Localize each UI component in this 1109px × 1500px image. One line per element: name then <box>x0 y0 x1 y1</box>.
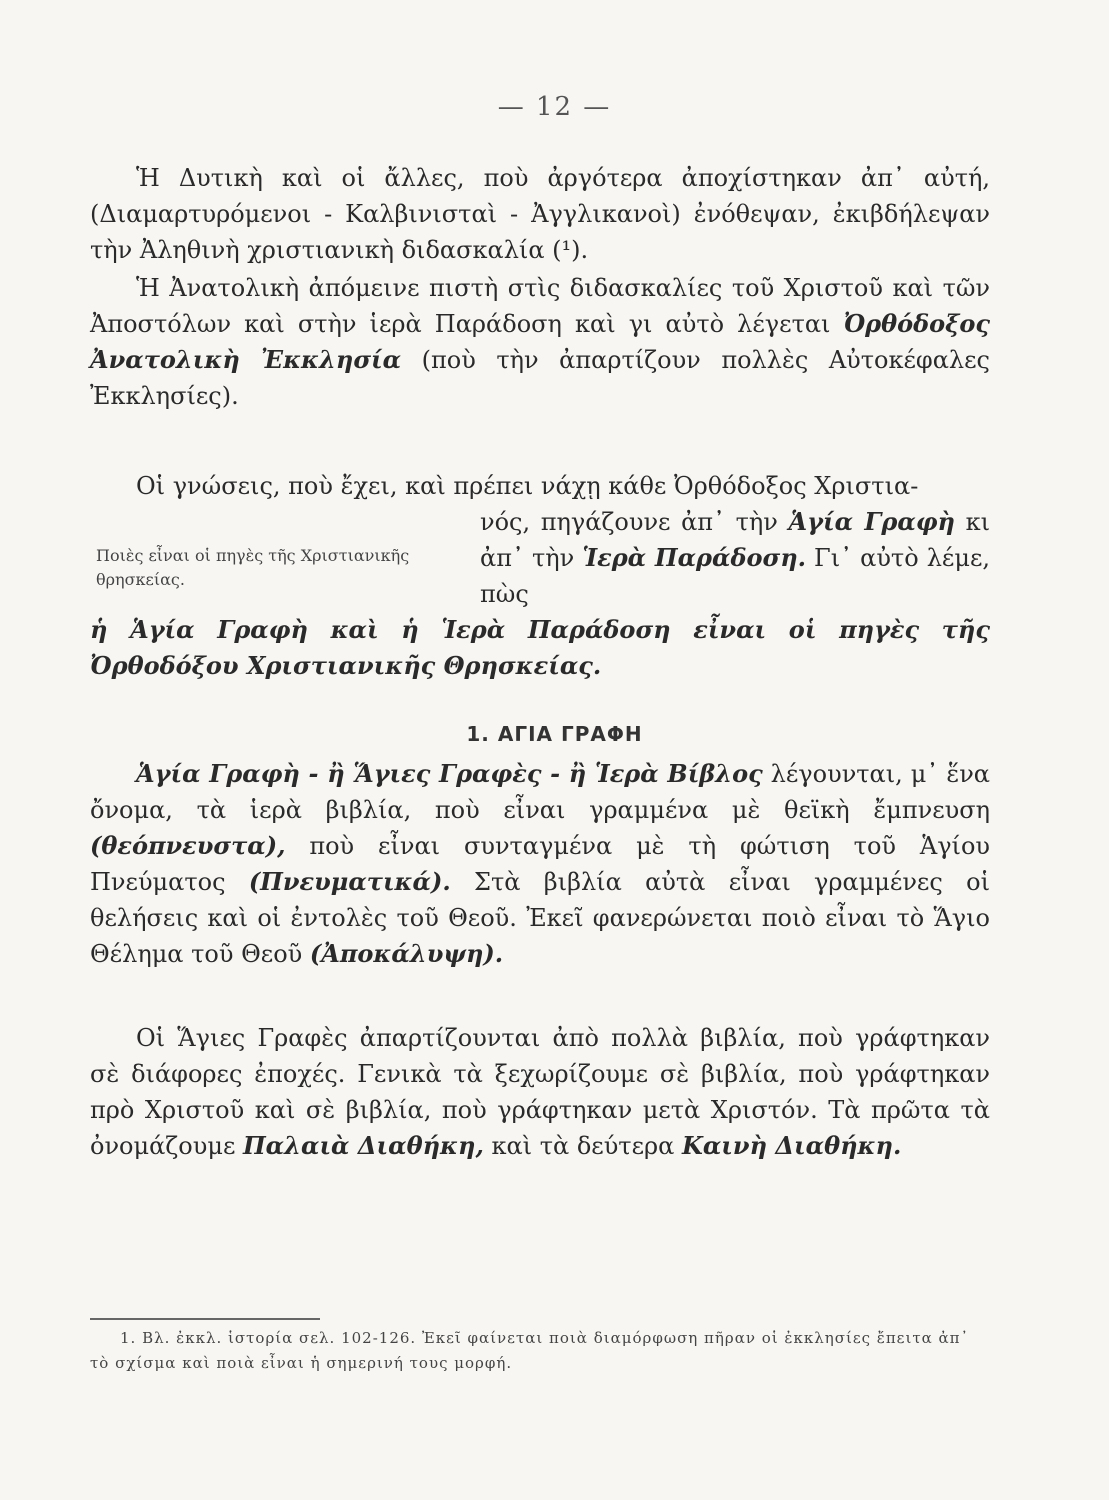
paragraph-testaments <box>90 1020 990 1164</box>
footnote: 1. Βλ. ἐκκλ. ἱστορία σελ. 102-126. Ἐκεῖ φαίνεται ποιὰ διαμόρφωση πῆραν οἱ ἐκκλησίες ἔπειτα ἀπ᾽ τὸ σχίσμα καὶ ποιὰ εἶναι ἡ σημερινή τους μορφή. <box>90 1329 970 1372</box>
paragraph-text: νός, πηγάζουνε ἀπ᾽ τὴν <box>480 508 789 536</box>
emphasis-holy-scripture: Ἁγία Γραφὴ <box>788 507 955 536</box>
paragraph-text: καὶ τὰ δεύτερα <box>483 1132 682 1160</box>
paragraph-text: (ποὺ τὴν ἀπαρτίζουν πολλὲς Αὐτοκέφαλες Ἐκκλησίες). <box>90 346 990 410</box>
paragraph-text: Γι᾽ αὐτὸ λέμε, πὼς <box>480 544 991 608</box>
emphasis-pneumatika: (Πνευματικά). <box>248 867 451 896</box>
paragraph-text: Ἡ Ἀνατολικὴ ἀπόμεινε πιστὴ στὶς διδασκαλίες τοῦ Χριστοῦ καὶ τῶν Ἀποστόλων καὶ στὴν ἱερὰ Παράδοση καὶ γι αὐτὸ λέγεται <box>90 274 990 338</box>
section-heading: 1. ΑΓΙΑ ΓΡΑΦΗ <box>466 722 643 746</box>
paragraph-eastern-church <box>90 270 990 414</box>
emphasis-holy-tradition: Ἱερὰ Παράδοση. <box>582 543 806 572</box>
paragraph-text: Στὰ βιβλία αὐτὰ εἶναι γραμμένες οἱ θελήσεις καὶ οἱ ἐντολὲς τοῦ Θεοῦ. Ἐκεῖ φανερώνεται ποιὸ εἶναι τὸ Ἅγιο Θέλημα τοῦ Θεοῦ <box>90 868 990 968</box>
paragraph-text: ποὺ εἶναι συνταγμένα μὲ τὴ φώτιση τοῦ Ἁγίου Πνεύματος <box>90 832 990 896</box>
paragraph-text: Ἡ Δυτικὴ καὶ οἱ ἄλλες, ποὺ ἀργότερα ἀποχίστηκαν ἀπ᾽ αὐτή, (Διαμαρτυρόμενοι - Καλβινισταὶ - Ἀγγλικανοὶ) ἐνόθεψαν, ἐκιβδήλεψαν τὴν Ἀληθινὴ χριστιανικὴ διδασκαλία (¹). <box>90 164 990 264</box>
margin-note: Ποιὲς εἶναι οἱ πηγὲς τῆς Χριστιανικῆς θρησκείας. <box>96 546 410 589</box>
paragraph-text: λέγουνται, μ᾽ ἕνα ὄνομα, τὰ ἱερὰ βιβλία, ποὺ εἶναι γραμμένα μὲ θεϊκὴ ἔμπνευση <box>90 760 990 824</box>
paragraph-text: Οἱ Ἅγιες Γραφὲς ἀπαρτίζουνται ἀπὸ πολλὰ βιβλία, ποὺ γράφτηκαν σὲ διάφορες ἐποχές. Γενικὰ τὰ ξεχωρίζουμε σὲ βιβλία, ποὺ γράφτηκαν πρὸ Χριστοῦ καὶ σὲ βιβλία, ποὺ γράφτηκαν μετὰ Χριστόν. Τὰ πρῶτα τὰ ὀνομάζουμε <box>90 1024 990 1160</box>
paragraph-western-church <box>90 160 990 268</box>
emphasis-sources-statement: ἡ Ἁγία Γραφὴ καὶ ἡ Ἱερὰ Παράδοση εἶναι οἱ πηγὲς τῆς Ὀρθοδόξου Χριστιανικῆς Θρησκείας. <box>90 615 990 680</box>
paragraph-holy-scripture <box>90 756 990 972</box>
paragraph-knowledge-continued <box>480 504 990 612</box>
paragraph-text: κι ἀπ᾽ τὴν <box>480 508 990 572</box>
emphasis-orthodox-church: Ὀρθόδοξος Ἀνατολικὴ Ἐκκλησία <box>90 309 990 374</box>
paragraph-knowledge-first-line <box>90 468 990 504</box>
paragraph-knowledge-tail <box>90 612 990 684</box>
emphasis-new-testament: Καινὴ Διαθήκη. <box>681 1131 902 1160</box>
emphasis-scripture-names: Ἁγία Γραφὴ - ἢ Ἅγιες Γραφὲς - ἢ Ἱερὰ Βίβλος <box>136 759 763 788</box>
footnote-divider <box>90 1318 320 1320</box>
emphasis-apokalypsi: (Ἀποκάλυψη). <box>309 939 504 968</box>
emphasis-old-testament: Παλαιὰ Διαθήκη, <box>243 1131 484 1160</box>
page-number: — 12 — <box>497 92 612 122</box>
paragraph-text: Οἱ γνώσεις, ποὺ ἔχει, καὶ πρέπει νάχῃ κάθε Ὀρθόδοξος Χριστια- <box>136 472 919 500</box>
emphasis-theopneusta: (θεόπνευστα), <box>90 831 286 860</box>
